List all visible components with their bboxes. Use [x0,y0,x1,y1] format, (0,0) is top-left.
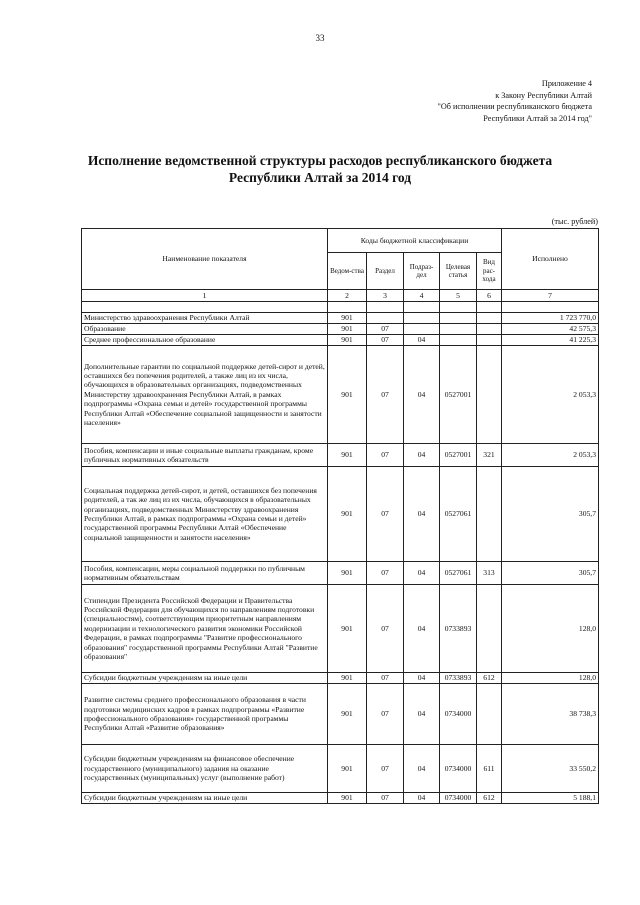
cell-target: 0527001 [440,346,477,444]
cell-ministry: 901 [328,467,367,562]
cell-amount: 1 723 770,0 [502,313,599,324]
cell-type [477,346,502,444]
cell-subsection [404,324,440,335]
cell-subsection: 04 [404,562,440,585]
column-number: 1 [82,290,328,302]
spacer-row [82,302,599,313]
column-number: 4 [404,290,440,302]
header-target: Целевая статья [440,253,477,290]
budget-table [81,228,599,804]
cell-subsection [404,313,440,324]
cell-ministry: 901 [328,562,367,585]
column-number: 6 [477,290,502,302]
cell-ministry: 901 [328,585,367,673]
units-label: (тыс. рублей) [551,217,598,226]
cell-subsection: 04 [404,444,440,467]
cell-target: 0734000 [440,684,477,745]
cell-section: 07 [367,335,404,346]
cell-section: 07 [367,745,404,793]
cell-subsection: 04 [404,684,440,745]
cell-amount: 42 575,3 [502,324,599,335]
cell-subsection: 04 [404,335,440,346]
header-subsection: Подраз-дел [404,253,440,290]
header-name: Наименование показателя [82,229,328,290]
cell-name: Развитие системы среднего профессионального образования в части подготовки медицинских кадров в рамках подпрограммы «Развитие профессионального образования» государственной программы Республики Алтай «Развитие образования» [82,684,328,745]
column-number: 3 [367,290,404,302]
cell-name: Среднее профессиональное образование [82,335,328,346]
table-row [82,346,599,444]
cell-name: Дополнительные гарантии по социальной поддержке детей-сирот и детей, оставшихся без попечения родителей, а также лиц из их числа, обучающихся в образовательных организациях, подведомственных Министерству здравоохранения Республики Алтай, в рамках подпрограммы «Охрана семьи и детей» государственной программы Республики Алтай «Обеспечение социальной защищенности и занятости населения» [82,346,328,444]
header-executed: Исполнено [502,229,599,290]
appendix-line-4: Республики Алтай за 2014 год" [483,113,592,123]
cell-ministry: 901 [328,335,367,346]
cell-amount: 5 188,1 [502,793,599,804]
cell-amount: 2 053,3 [502,346,599,444]
cell-subsection: 04 [404,585,440,673]
cell-section: 07 [367,346,404,444]
cell-amount: 33 550,2 [502,745,599,793]
cell-subsection: 04 [404,467,440,562]
cell-name: Субсидии бюджетным учреждениям на финансовое обеспечение государственного (муниципального) задания на оказание государственных (муниципальных) услуг (выполнение работ) [82,745,328,793]
cell-type [477,324,502,335]
header-codes: Коды бюджетной классификации [328,229,502,253]
cell-target: 0734000 [440,793,477,804]
cell-ministry: 901 [328,684,367,745]
cell-section: 07 [367,562,404,585]
cell-type [477,313,502,324]
cell-section [367,313,404,324]
cell-name: Министерство здравоохранения Республики Алтай [82,313,328,324]
cell-name: Пособия, компенсации, меры социальной поддержки по публичным нормативным обязательствам [82,562,328,585]
cell-amount: 41 225,3 [502,335,599,346]
cell-type [477,335,502,346]
cell-section: 07 [367,585,404,673]
table-row [82,313,599,324]
table-row [82,684,599,745]
cell-ministry: 901 [328,673,367,684]
cell-ministry: 901 [328,324,367,335]
column-number: 7 [502,290,599,302]
cell-section: 07 [367,467,404,562]
appendix-line-1: Приложение 4 [541,79,592,88]
cell-type: 612 [477,793,502,804]
title-line-1: Исполнение ведомственной структуры расходов республиканского бюджета [87,153,553,168]
cell-name: Образование [82,324,328,335]
table-row [82,745,599,793]
cell-amount: 2 053,3 [502,444,599,467]
cell-target: 0733893 [440,585,477,673]
cell-target [440,324,477,335]
cell-ministry: 901 [328,313,367,324]
document-title [40,152,600,186]
cell-section: 07 [367,684,404,745]
table-row [82,585,599,673]
column-number: 2 [328,290,367,302]
table-body [82,313,599,804]
cell-section: 07 [367,793,404,804]
cell-amount: 305,7 [502,562,599,585]
cell-amount: 128,0 [502,673,599,684]
table-row [82,324,599,335]
header-ministry: Ведом-ства [328,253,367,290]
cell-subsection: 04 [404,346,440,444]
page-number: 33 [315,33,325,43]
cell-amount: 128,0 [502,585,599,673]
cell-name: Субсидии бюджетным учреждениям на иные цели [82,793,328,804]
header-expense-type: Вид рас-хода [477,253,502,290]
table-row [82,444,599,467]
cell-name: Пособия, компенсации и иные социальные выплаты гражданам, кроме публичных нормативных обязательств [82,444,328,467]
cell-subsection: 04 [404,745,440,793]
title-line-2: Республики Алтай за 2014 год [228,170,412,185]
table-row [82,467,599,562]
cell-target: 0527001 [440,444,477,467]
appendix-line-2: к Закону Республики Алтай [495,90,592,100]
table-row [82,673,599,684]
table-row [82,562,599,585]
cell-target [440,313,477,324]
appendix-note [438,78,593,124]
cell-type [477,684,502,745]
cell-type [477,467,502,562]
cell-type: 611 [477,745,502,793]
cell-section: 07 [367,444,404,467]
cell-ministry: 901 [328,346,367,444]
cell-target: 0734000 [440,745,477,793]
cell-section: 07 [367,324,404,335]
header-section: Раздел [367,253,404,290]
cell-amount: 305,7 [502,467,599,562]
cell-amount: 38 738,3 [502,684,599,745]
cell-name: Стипендии Президента Российской Федерации и Правительства Российской Федерации для обучающихся по направлениям подготовки (специальностям), соответствующим приоритетным направлениям модернизации и технологического развития экономики Российской Федерации, в рамках подпрограммы "Развитие профессионального образования" государственной программы Республики Алтай "Развитие образования" [82,585,328,673]
cell-name: Субсидии бюджетным учреждениям на иные цели [82,673,328,684]
cell-ministry: 901 [328,793,367,804]
table-row [82,793,599,804]
cell-ministry: 901 [328,444,367,467]
cell-ministry: 901 [328,745,367,793]
cell-type: 313 [477,562,502,585]
cell-type: 612 [477,673,502,684]
cell-subsection: 04 [404,793,440,804]
appendix-line-3: "Об исполнении республиканского бюджета [437,102,592,111]
cell-subsection: 04 [404,673,440,684]
cell-name: Социальная поддержка детей-сирот, и детей, оставшихся без попечения родителей, а так же лиц из их числа, обучающихся в образовательных организациях, подведомственных Министерству здравоохранения Республики Алтай, в рамках подпрограммы «Охрана семьи и детей» государственной программы Республики Алтай «Обеспечение социальной защищенности и занятости населения» [82,467,328,562]
table-row [82,335,599,346]
cell-target: 0527061 [440,562,477,585]
cell-target: 0733893 [440,673,477,684]
cell-target: 0527061 [440,467,477,562]
column-number: 5 [440,290,477,302]
cell-type [477,585,502,673]
cell-target [440,335,477,346]
cell-section: 07 [367,673,404,684]
cell-type: 321 [477,444,502,467]
